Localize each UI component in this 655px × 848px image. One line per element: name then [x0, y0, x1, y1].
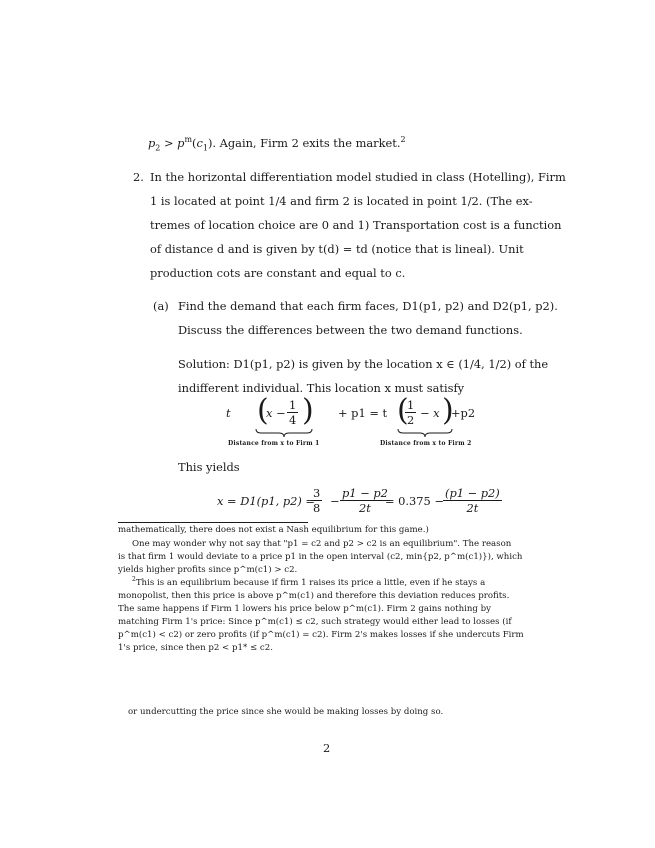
footnote-2-mark: 2	[132, 576, 136, 584]
part-a-label: (a)	[153, 299, 169, 313]
this-yields: This yields	[178, 460, 240, 474]
page-number: 2	[323, 741, 331, 755]
solution-line-2: indifferent individual. This location x must satisfy	[178, 381, 465, 395]
brace-label-1: Distance from x to Firm 1	[228, 440, 320, 447]
solution-line-1-rest: D1(p1, p2) is given by the location x ∈ (1/4, 1/2) of the	[233, 357, 549, 371]
eq2-frac-q: $\frac{(p1 - p2)}{2t}$	[445, 486, 500, 515]
eq1-paren-right-2: )	[442, 393, 454, 428]
eq2-lhs: x = D1(p1, p2) =	[217, 494, 315, 508]
footnote-line-a: mathematically, there does not exist a Nash equilibrium for this game.)	[118, 525, 429, 535]
footnote-p1-line-3: yields higher profits since p^m(c1) > c2.	[118, 565, 298, 575]
item2-line-3: tremes of location choice are 0 and 1) Transportation cost is a function	[150, 218, 562, 232]
item2-line-5: production cots are constant and equal to c.	[150, 266, 406, 280]
brace-label-2: Distance from x to Firm 2	[380, 440, 472, 447]
footnote-2-line-5: p^m(c1) < c2) or zero profits (if p^m(c1) = c2). Firm 2's makes losses if she undercuts Firm	[118, 630, 524, 640]
eq1-frac-1-2: $\frac{1}{2}$	[407, 398, 415, 427]
underbrace-1	[255, 428, 313, 438]
item2-line-2: 1 is located at point 1/4 and firm 2 is located in point 1/2. (The ex-	[150, 194, 533, 208]
underbrace-2	[397, 428, 453, 438]
eq1-t-left: t	[226, 406, 231, 420]
footnote-p1-line-1: One may wonder why not say that "p1 = c2 and p2 > c2 is an equilibrium". The reason	[132, 539, 512, 549]
top-line-rest: ). Again, Firm 2 exits the market.	[207, 136, 401, 150]
item2-line-1: In the horizontal differentiation model studied in class (Hotelling), Firm	[150, 170, 566, 184]
footnote-2-line-4: matching Firm 1's price: Since p^m(c1) ≤ c2, such strategy would either lead to losses (if	[118, 617, 512, 627]
part-a-line-1: Find the demand that each firm faces, D1(p1, p2) and D2(p1, p2).	[178, 299, 558, 313]
footnote-2-line-6: 1's price, since then p2 < p1* ≤ c2.	[118, 643, 273, 653]
eq1-minus-x: − x	[420, 406, 440, 420]
footnote-2-line-2: monopolist, then this price is above p^m(c1) and therefore this deviation reduces profits.	[118, 591, 510, 601]
part-a-line-2: Discuss the differences between the two demand functions.	[178, 323, 523, 337]
eq1-frac-1-4: $\frac{1}{4}$	[289, 398, 297, 427]
top-line: $p_2 > p^m(c_1)$. Again, Firm 2 exits the market.$^2$	[148, 135, 406, 153]
eq2-minus: −	[330, 494, 340, 508]
footnote-ref: 2	[400, 135, 406, 145]
eq1-plus-p2: +p2	[451, 406, 476, 420]
footnote-bottom-line: or undercutting the price since she would be making losses by doing so.	[128, 707, 444, 717]
footnote-p1-line-2: is that firm 1 would deviate to a price p1 in the open interval (c2, min{p2, p^m(c1)}), which	[118, 552, 523, 562]
footnote-2-line-3: The same happens if Firm 1 lowers his price below p^m(c1). Firm 2 gains nothing by	[118, 604, 492, 614]
eq2-0375: = 0.375 −	[385, 494, 444, 508]
eq1-paren-left-2: (	[397, 393, 409, 428]
eq1-middle: + p1 = t	[338, 406, 388, 420]
eq1-x-minus: x −	[266, 406, 286, 420]
footnote-2-line-1: $^2$This is an equilibrium because if firm 1 raises its price a little, even if he stays a	[132, 576, 486, 588]
solution-line-1	[178, 357, 548, 371]
eq1-paren-right-1: )	[302, 393, 314, 428]
eq2-frac-3-8: $\frac{3}{8}$	[313, 486, 321, 515]
eq2-frac-p: $\frac{p1 - p2}{2t}$	[342, 486, 388, 515]
solution-heading: Solution:	[178, 357, 230, 371]
eq1-paren-left-1: (	[257, 393, 269, 428]
footnote-rule	[118, 522, 308, 523]
item2-line-4: of distance d and is given by t(d) = td (notice that is lineal). Unit	[150, 242, 524, 256]
item-number: 2.	[133, 170, 144, 184]
